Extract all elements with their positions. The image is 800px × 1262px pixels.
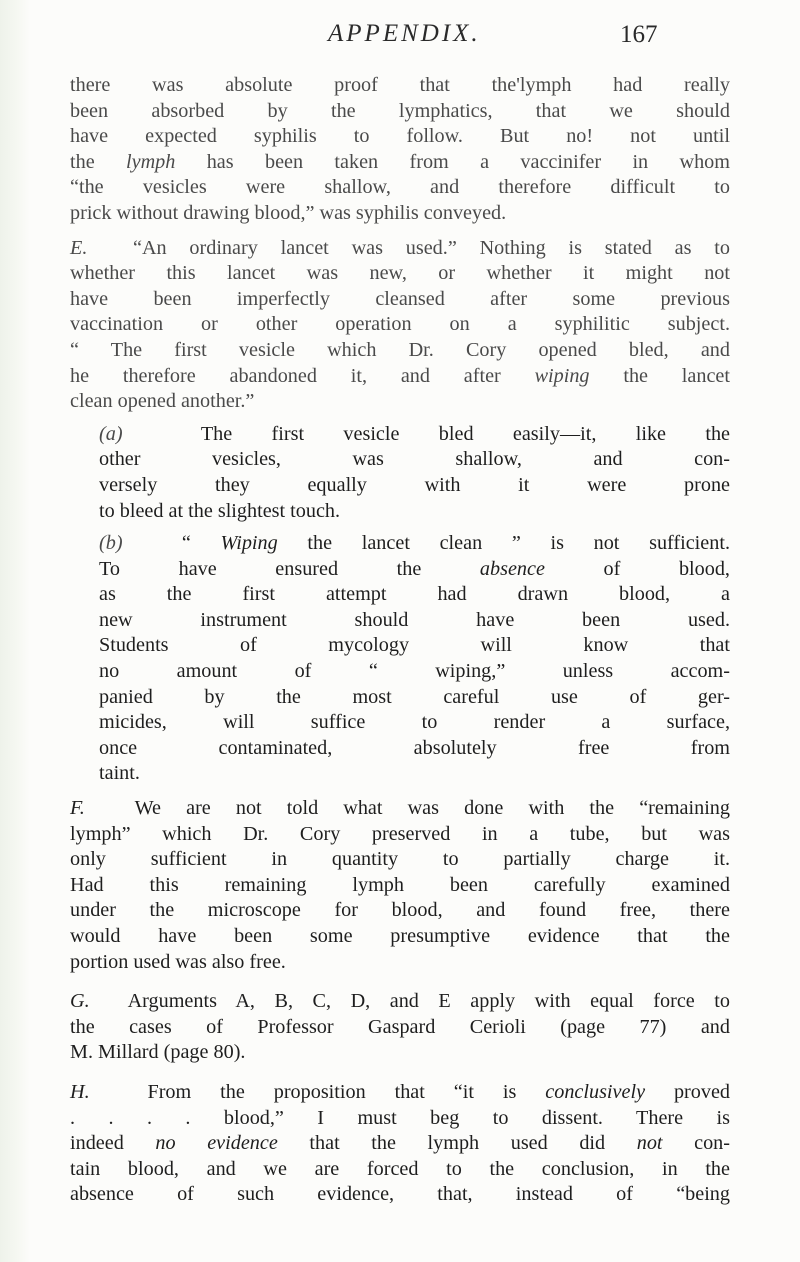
text-line: there was absolute proof that the'lymph had really — [70, 74, 730, 96]
emphasis: absence — [479, 557, 545, 580]
emphasis: Wiping — [220, 532, 278, 555]
text-line: G. Arguments A, B, C, D, and E apply with equal force to — [70, 990, 731, 1013]
text-line: to bleed at the slightest touch. — [99, 499, 341, 522]
text-line: “ The first vesicle which Dr. Cory opened bled, and — [70, 338, 730, 361]
emphasis: no evidence — [155, 1132, 278, 1155]
subsection-b — [70, 531, 730, 787]
text-line: portion used was also free. — [70, 950, 286, 973]
text-line: taint. — [99, 762, 140, 785]
continuation-paragraph — [70, 73, 730, 227]
page-edge-shadow — [0, 0, 30, 1262]
text-line: the lymph has been taken from a vaccinifer in whom — [70, 150, 730, 173]
section-label: G. — [70, 990, 90, 1013]
text-line: (a) The first vesicle bled easily—it, like the — [99, 422, 730, 445]
text-line: F. We are not told what was done with the “remaining — [70, 797, 730, 820]
text-line: indeed no evidence that the lymph used did not con- — [70, 1132, 731, 1155]
emphasis: not — [636, 1132, 663, 1155]
emphasis: conclusively — [545, 1080, 646, 1103]
text-line: Had this remaining lymph been carefully examined — [70, 873, 730, 896]
running-head: APPENDIX. — [328, 20, 481, 47]
text-line: under the microscope for blood, and found free, there — [70, 899, 730, 922]
section-f — [70, 796, 730, 975]
text-line: “the vesicles were shallow, and therefore difficult to — [70, 176, 730, 199]
text-line: prick without drawing blood,” was syphilis conveyed. — [70, 201, 507, 224]
text-line: E. “An ordinary lancet was used.” Nothing is stated as to — [70, 236, 730, 259]
section-label: H. — [70, 1080, 90, 1103]
section-e — [70, 236, 730, 415]
page-number: 167 — [620, 21, 658, 48]
text-line: new instrument should have been used. — [99, 608, 730, 631]
text-line: H. From the proposition that “it is conclusively proved — [70, 1080, 731, 1103]
text-line: have expected syphilis to follow. But no! not until — [70, 125, 730, 148]
text-line: other vesicles, was shallow, and con- — [99, 448, 730, 471]
text-line: micides, will suffice to render a surface, — [99, 711, 730, 734]
text-line: vaccination or other operation on a syphilitic subject. — [70, 313, 730, 336]
text-line: the cases of Professor Gaspard Cerioli (page 77) and — [70, 1015, 730, 1038]
subsection-label: (a) — [99, 422, 123, 445]
text-line: no amount of “ wiping,” unless accom- — [99, 660, 730, 683]
text-line: Students of mycology will know that — [99, 634, 730, 657]
text-line: would have been some presumptive evidence that the — [70, 925, 730, 947]
section-h — [70, 1080, 730, 1208]
text-line: . . . . blood,” I must beg to dissent. There is — [70, 1106, 730, 1129]
text-line: once contaminated, absolutely free from — [99, 736, 730, 759]
text-line: he therefore abandoned it, and after wiping the lancet — [70, 364, 730, 387]
text-line: (b) “ Wiping the lancet clean ” is not sufficient. — [99, 532, 731, 555]
text-line: been absorbed by the lymphatics, that we should — [70, 99, 730, 122]
text-line: as the first attempt had drawn blood, a — [99, 583, 730, 606]
subsection-label: (b) — [99, 532, 123, 555]
text-line: tain blood, and we are forced to the conclusion, in the — [70, 1157, 730, 1180]
text-line: panied by the most careful use of ger- — [99, 685, 730, 708]
text-line: To have ensured the absence of blood, — [99, 557, 730, 580]
text-line: have been imperfectly cleansed after some previous — [70, 287, 730, 310]
emphasis: lymph — [126, 150, 176, 173]
page-header — [0, 20, 800, 60]
subsection-a — [70, 422, 730, 524]
section-g — [70, 989, 730, 1066]
text-line: absence of such evidence, that, instead of “being — [70, 1183, 730, 1206]
text-line: lymph” which Dr. Cory preserved in a tube, but was — [70, 822, 730, 845]
text-line: clean opened another.” — [70, 390, 255, 413]
text-line: versely they equally with it were prone — [99, 473, 730, 496]
text-line: whether this lancet was new, or whether it might not — [70, 262, 730, 285]
section-label: F. — [70, 797, 85, 820]
section-label: E. — [70, 236, 88, 259]
text-line: only sufficient in quantity to partially charge it. — [70, 848, 730, 871]
emphasis: wiping — [534, 364, 590, 387]
body-text — [70, 73, 730, 1208]
text-line: M. Millard (page 80). — [70, 1041, 246, 1064]
